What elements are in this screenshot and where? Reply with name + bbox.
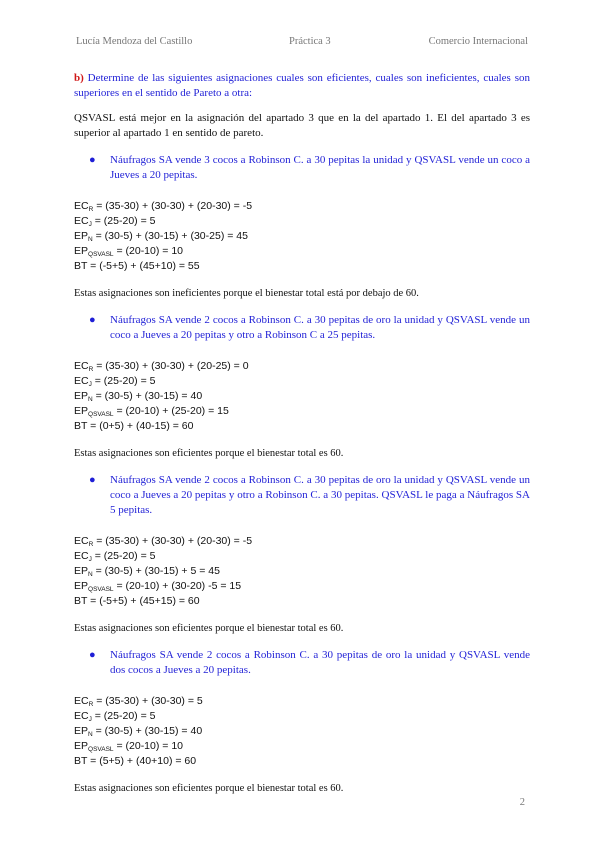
conclusion-text: Estas asignaciones son eficientes porque el bienestar total es 60. xyxy=(74,448,344,459)
equation-line: $EP_N = (30-5) + (30-15) = 40$ xyxy=(74,390,203,403)
equation-line: $EC_J = (25-20) = 5$ xyxy=(74,550,156,563)
page-number: 2 xyxy=(519,797,525,808)
equation-line: $EP_{QSVASL} = (20-10) + (25-20) = 15$ xyxy=(74,405,229,418)
equation-line: $EC_R = (35-30) + (30-30) + (20-30) = -5$ xyxy=(74,200,253,213)
equation-line: $EP_{QSVASL} = (20-10) = 10$ xyxy=(74,740,184,753)
equation-line: $EP_{QSVASL} = (20-10) + (30-20) -5 = 15$ xyxy=(74,580,242,593)
question-label: b) xyxy=(74,72,84,84)
intro-paragraph: QSVASL está mejor en la asignación del apartado 3 que en la del apartado 1. El del apartado 3 es superior al apartado 1 en sentido de pareto. xyxy=(74,112,530,139)
bullet-text: Náufragos SA vende 2 cocos a Robinson C. a 30 pepitas de oro la unidad y QSVASL vende dos cocos a Jueves a 20 pepitas. xyxy=(110,649,530,676)
case-block xyxy=(74,473,530,636)
page-header xyxy=(76,36,528,50)
equation-line: $EP_N = (30-5) + (30-15) + 5 = 45$ xyxy=(74,565,220,578)
question xyxy=(74,71,530,101)
equation-line: $EC_J = (25-20) = 5$ xyxy=(74,710,156,723)
conclusion-text: Estas asignaciones son eficientes porque el bienestar total es 60. xyxy=(74,783,344,794)
case-bullet xyxy=(74,313,530,343)
equation-line: $EP_{QSVASL} = (20-10) = 10$ xyxy=(74,245,184,258)
equation-line: BT = (5+5) + (40+10) = 60 xyxy=(74,755,197,767)
equation-block xyxy=(74,534,530,609)
header-author: Lucía Mendoza del Castillo xyxy=(76,36,193,47)
equation-line: $EC_R = (35-30) + (30-30) = 5$ xyxy=(74,695,203,708)
bullet-text: Náufragos SA vende 3 cocos a Robinson C. a 30 pepitas la unidad y QSVASL vende un coco a Jueves a 20 pepitas. xyxy=(110,154,530,181)
cases-list xyxy=(74,153,530,796)
case-block xyxy=(74,313,530,461)
equation-line: $EP_N = (30-5) + (30-15) = 40$ xyxy=(74,725,203,738)
bullet-icon: ● xyxy=(89,154,96,166)
question-text: Determine de las siguientes asignaciones cuales son eficientes, cuales son ineficientes, cuales son superiores en el sentido de Pareto a otra: xyxy=(74,72,530,99)
equation-line: $EC_J = (25-20) = 5$ xyxy=(74,375,156,388)
conclusion-text: Estas asignaciones son ineficientes porque el bienestar total está por debajo de 60. xyxy=(74,288,419,299)
header-title: Práctica 3 xyxy=(289,36,331,47)
bullet-icon: ● xyxy=(89,649,96,661)
equation-block xyxy=(74,694,530,769)
case-block xyxy=(74,153,530,301)
bullet-icon: ● xyxy=(89,314,96,326)
case-bullet xyxy=(74,648,530,678)
equation-line: $EC_R = (35-30) + (30-30) + (20-25) = 0$ xyxy=(74,360,249,373)
equation-block xyxy=(74,199,530,274)
equation-block xyxy=(74,359,530,434)
equation-line: $EC_J = (25-20) = 5$ xyxy=(74,215,156,228)
equation-line: BT = (0+5) + (40-15) = 60 xyxy=(74,420,194,432)
bullet-icon: ● xyxy=(89,474,96,486)
equation-line: $EP_N = (30-5) + (30-15) + (30-25) = 45$ xyxy=(74,230,248,243)
case-block xyxy=(74,648,530,796)
header-subject: Comercio Internacional xyxy=(428,36,528,47)
case-bullet xyxy=(74,153,530,183)
equation-line: BT = (-5+5) + (45+10) = 55 xyxy=(74,260,200,272)
document-body xyxy=(74,71,530,808)
bullet-text: Náufragos SA vende 2 cocos a Robinson C. a 30 pepitas de oro la unidad y QSVASL vende un coco a Jueves a 20 pepitas y otro a Robinson C a 25 pepitas. xyxy=(110,314,530,341)
conclusion-text: Estas asignaciones son eficientes porque el bienestar total es 60. xyxy=(74,623,344,634)
bullet-text: Náufragos SA vende 2 cocos a Robinson C. a 30 pepitas de oro la unidad y QSVASL vende un coco a Jueves a 20 pepitas y otro a Robinson C. a 30 pepitas. QSVASL le paga a Náufragos SA 5 pepitas. xyxy=(110,474,530,516)
equation-line: BT = (-5+5) + (45+15) = 60 xyxy=(74,595,200,607)
equation-line: $EC_R = (35-30) + (30-30) + (20-30) = -5$ xyxy=(74,535,253,548)
case-bullet xyxy=(74,473,530,518)
